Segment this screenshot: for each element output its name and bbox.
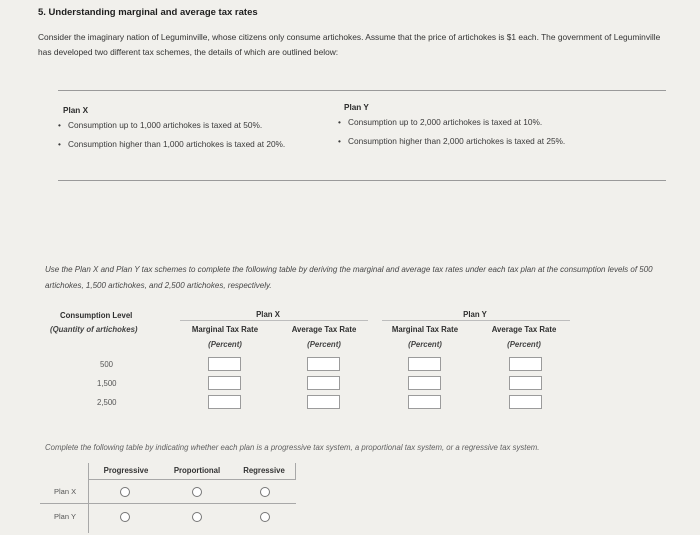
plan-y-marginal-2500-input[interactable] <box>408 395 441 409</box>
plan-x-average-percent: (Percent) <box>307 340 341 349</box>
progressive-column-header: Progressive <box>103 466 149 475</box>
plans-top-rule <box>58 90 666 91</box>
consumption-row-500: 500 <box>100 360 114 369</box>
plan-y-header-underline <box>382 320 570 321</box>
consumption-row-1500: 1,500 <box>97 379 117 388</box>
grid-line-row-1 <box>40 503 296 504</box>
regressive-column-header: Regressive <box>243 466 285 475</box>
plan-y-average-percent: (Percent) <box>507 340 541 349</box>
plan-y-marginal-500-input[interactable] <box>408 357 441 371</box>
tax-system-instructions: Complete the following table by indicating whether each plan is a progressive tax system, a proportional tax system, or a regressive tax system. <box>45 443 540 452</box>
plan-x-proportional-radio[interactable] <box>192 487 202 497</box>
plan-y-average-1500-input[interactable] <box>509 376 542 390</box>
grid-line-left <box>88 463 89 533</box>
plan-y-marginal-1500-input[interactable] <box>408 376 441 390</box>
system-row-plan-x: Plan X <box>54 487 77 496</box>
plan-x-regressive-radio[interactable] <box>260 487 270 497</box>
consumption-quantity-subheader: (Quantity of artichokes) <box>50 325 138 334</box>
plan-x-bullet-2: • Consumption higher than 1,000 artichokes is taxed at 20%. <box>58 138 308 151</box>
plan-x-marginal-1500-input[interactable] <box>208 376 241 390</box>
plan-y-bullet-1: • Consumption up to 2,000 artichokes is taxed at 10%. <box>338 116 598 129</box>
table-instructions: Use the Plan X and Plan Y tax schemes to complete the following table by deriving the marginal and average tax rates under each tax plan at the consumption levels of 500 artichokes, 1,500 artichokes, and 2,500 artichokes, respectively. <box>45 265 653 290</box>
plan-x-average-1500-input[interactable] <box>307 376 340 390</box>
grid-line-right <box>295 463 296 480</box>
plan-x-header-underline <box>180 320 368 321</box>
tax-system-table <box>40 463 296 533</box>
plan-x-average-500-input[interactable] <box>307 357 340 371</box>
plans-bottom-rule <box>58 180 666 181</box>
plan-y-average-header: Average Tax Rate <box>491 325 557 334</box>
plan-y-bullets <box>338 116 598 154</box>
plan-x-marginal-header: Marginal Tax Rate <box>191 325 259 334</box>
grid-line-header <box>88 479 296 480</box>
plan-x-marginal-500-input[interactable] <box>208 357 241 371</box>
question-title: 5. Understanding marginal and average tax rates <box>38 7 258 18</box>
plan-y-proportional-radio[interactable] <box>192 512 202 522</box>
plan-x-average-header: Average Tax Rate <box>291 325 357 334</box>
plan-x-heading: Plan X <box>63 106 89 115</box>
question-intro: Consider the imaginary nation of Leguminville, whose citizens only consume artichokes. Assume that the price of artichokes is $1 each. The government of Leguminville has developed two different tax schemes, the details of which are outlined below: <box>38 32 661 57</box>
plan-x-progressive-radio[interactable] <box>120 487 130 497</box>
plan-x-marginal-percent: (Percent) <box>208 340 242 349</box>
plan-y-column-header: Plan Y <box>463 310 487 319</box>
proportional-column-header: Proportional <box>173 466 221 475</box>
plan-x-bullets <box>58 119 308 157</box>
consumption-row-2500: 2,500 <box>97 398 117 407</box>
plan-y-marginal-header: Marginal Tax Rate <box>391 325 459 334</box>
plan-y-marginal-percent: (Percent) <box>408 340 442 349</box>
consumption-level-header: Consumption Level <box>60 311 133 320</box>
plan-y-heading: Plan Y <box>344 103 369 112</box>
system-row-plan-y: Plan Y <box>54 512 76 521</box>
plan-x-marginal-2500-input[interactable] <box>208 395 241 409</box>
plan-y-average-2500-input[interactable] <box>509 395 542 409</box>
plan-x-column-header: Plan X <box>256 310 280 319</box>
plan-y-regressive-radio[interactable] <box>260 512 270 522</box>
plan-y-average-500-input[interactable] <box>509 357 542 371</box>
plan-y-bullet-2: • Consumption higher than 2,000 artichokes is taxed at 25%. <box>338 135 598 148</box>
plan-y-progressive-radio[interactable] <box>120 512 130 522</box>
plan-x-average-2500-input[interactable] <box>307 395 340 409</box>
plan-x-bullet-1: • Consumption up to 1,000 artichokes is taxed at 50%. <box>58 119 308 132</box>
